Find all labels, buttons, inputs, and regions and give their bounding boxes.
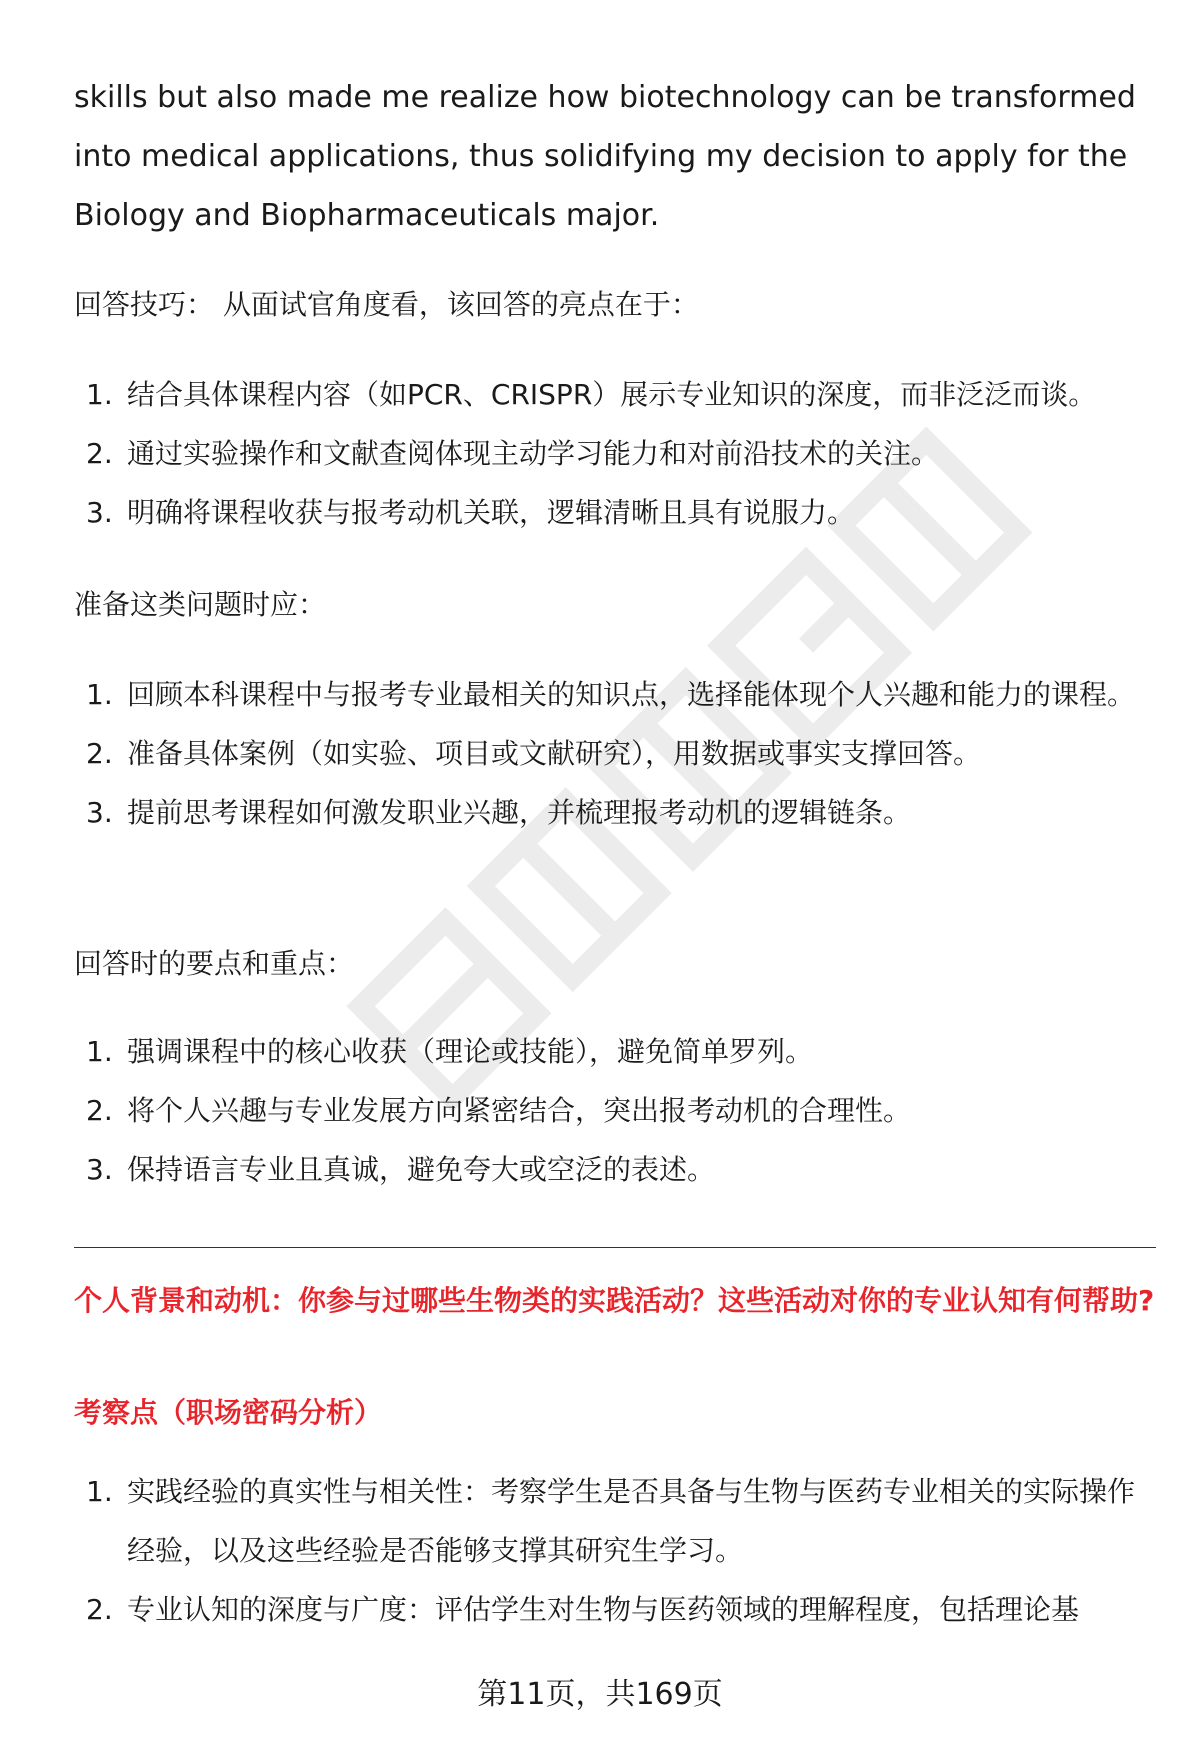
list-item: 1. 回顾本科课程中与报考专业最相关的知识点，选择能体现个人兴趣和能力的课程。 — [86, 678, 1136, 711]
assessment-points-list — [74, 1462, 1154, 1639]
list-item: 1. 结合具体课程内容（如PCR、CRISPR）展示专业知识的深度，而非泛泛而谈。 — [86, 378, 1097, 411]
question-heading: 个人背景和动机：你参与过哪些生物类的实践活动？这些活动对你的专业认知有何帮助? — [74, 1284, 1155, 1317]
preparation-list — [74, 665, 1154, 842]
list-item: 2. 专业认知的深度与广度：评估学生对生物与医药领域的理解程度，包括理论基 — [86, 1593, 1080, 1626]
list-item: 3. 提前思考课程如何激发职业兴趣，并梳理报考动机的逻辑链条。 — [86, 796, 912, 829]
key-points-label: 回答时的要点和重点： — [74, 947, 355, 980]
page-number-footer: 第11页，共169页 — [477, 1677, 723, 1712]
list-item: 1. 强调课程中的核心收获（理论或技能），避免简单罗列。 — [86, 1035, 814, 1068]
list-item: 2. 准备具体案例（如实验、项目或文献研究），用数据或事实支撑回答。 — [86, 737, 982, 770]
key-points-list — [74, 1022, 1154, 1199]
answer-tips-list — [74, 365, 1154, 542]
list-item: 1. 实践经验的真实性与相关性：考察学生是否具备与生物与医药专业相关的实际操作经验，以及这些经验是否能够支撑其研究生学习。 — [86, 1475, 1136, 1567]
assessment-points-heading: 考察点（职场密码分析） — [74, 1396, 383, 1429]
list-item: 2. 通过实验操作和文献查阅体现主动学习能力和对前沿技术的关注。 — [86, 437, 940, 470]
list-item: 2. 将个人兴趣与专业发展方向紧密结合，突出报考动机的合理性。 — [86, 1094, 912, 1127]
answer-tips-label: 回答技巧： 从面试官角度看，该回答的亮点在于： — [74, 288, 699, 321]
continuation-paragraph: skills but also made me realize how biotechnology can be transformed into medical applications, thus solidifying my decision to apply for the Biology and Biopharmaceuticals major. — [74, 80, 1136, 233]
section-divider — [74, 1247, 1156, 1248]
preparation-label: 准备这类问题时应： — [74, 588, 327, 621]
list-item: 3. 保持语言专业且真诚，避免夸大或空泛的表述。 — [86, 1153, 716, 1186]
list-item: 3. 明确将课程收获与报考动机关联，逻辑清晰且具有说服力。 — [86, 496, 856, 529]
